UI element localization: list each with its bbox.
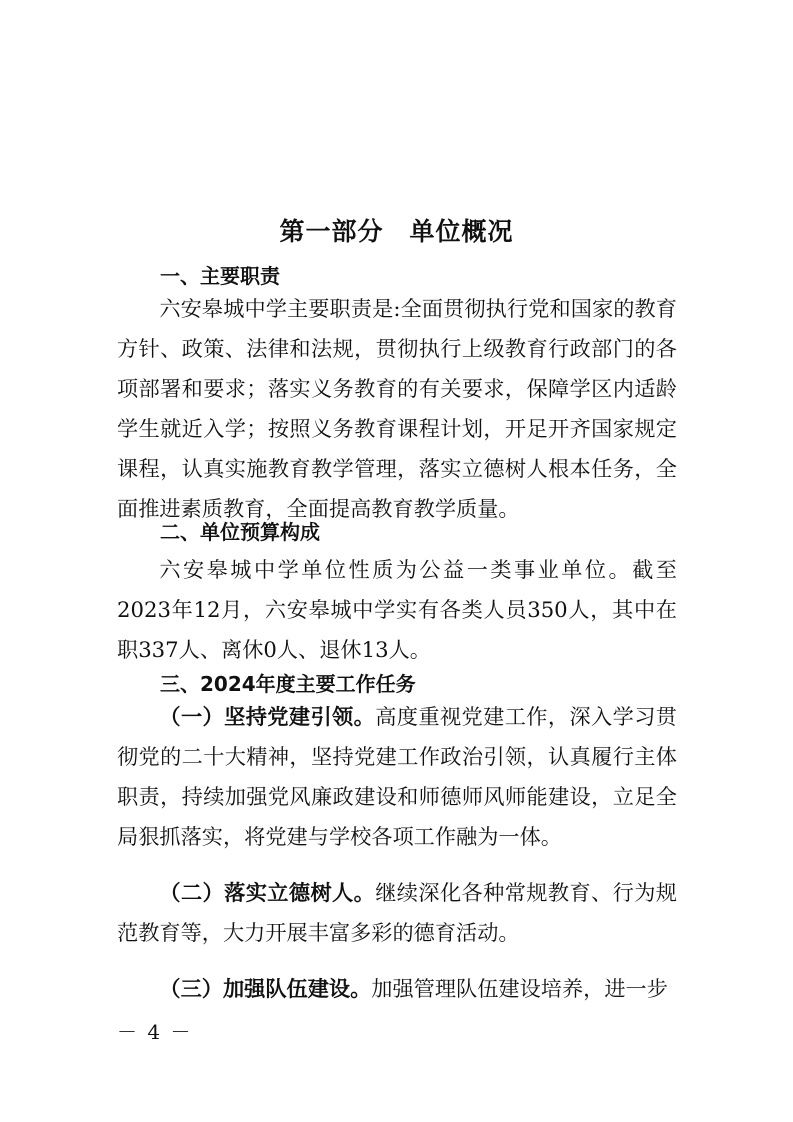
paragraph-lead: （三）加强队伍建设。 [159,976,372,1001]
paragraph-budget [117,550,677,670]
paragraph-text: 继续深化各种常规教育、行为规范教育等，大力开展丰富多彩的德育活动。 [117,880,677,945]
section-heading-budget: 二、单位预算构成 [160,520,320,544]
page-number: － 4 － [117,1020,193,1044]
paragraph-text: 加强管理队伍建设培养，进一步 [371,976,668,1001]
paragraph-duties [117,289,677,529]
paragraph-text: 高度重视党建工作，深入学习贯彻党的二十大精神，坚持党建工作政治引领，认真履行主体职责，持续加强党风廉政建设和师德师风师能建设，立足全局狠抓落实，将党建与学校各项工作融为一体。 [117,704,677,849]
paragraph-task-party [117,697,677,857]
paragraph-task-team [117,969,677,1009]
section-heading-tasks: 三、2024年度主要工作任务 [160,672,416,696]
paragraph-task-moral [117,873,677,953]
paragraph-lead: （一）坚持党建引领。 [159,704,376,729]
section-body-budget [117,550,677,670]
paragraph-lead: （二）落实立德树人。 [159,880,376,905]
section-body-duties [117,289,677,529]
page-title: 第一部分 单位概况 [279,217,514,246]
paragraph-text: 六安皋城中学主要职责是:全面贯彻执行党和国家的教育方针、政策、法律和法规，贯彻执行上级教育行政部门的各项部署和要求；落实义务教育的有关要求，保障学区内适龄学生就近入学；按照义务教育课程计划，开足开齐国家规定课程，认真实施教育教学管理，落实立德树人根本任务，全面推进素质教育，全面提高教育教学质量。 [117,296,677,521]
paragraph-text: 六安皋城中学单位性质为公益一类事业单位。截至2023年12月，六安皋城中学实有各类人员350人，其中在职337人、离休0人、退休13人。 [117,557,677,662]
section-body-tasks [117,697,677,1009]
section-heading-duties: 一、主要职责 [160,264,280,288]
